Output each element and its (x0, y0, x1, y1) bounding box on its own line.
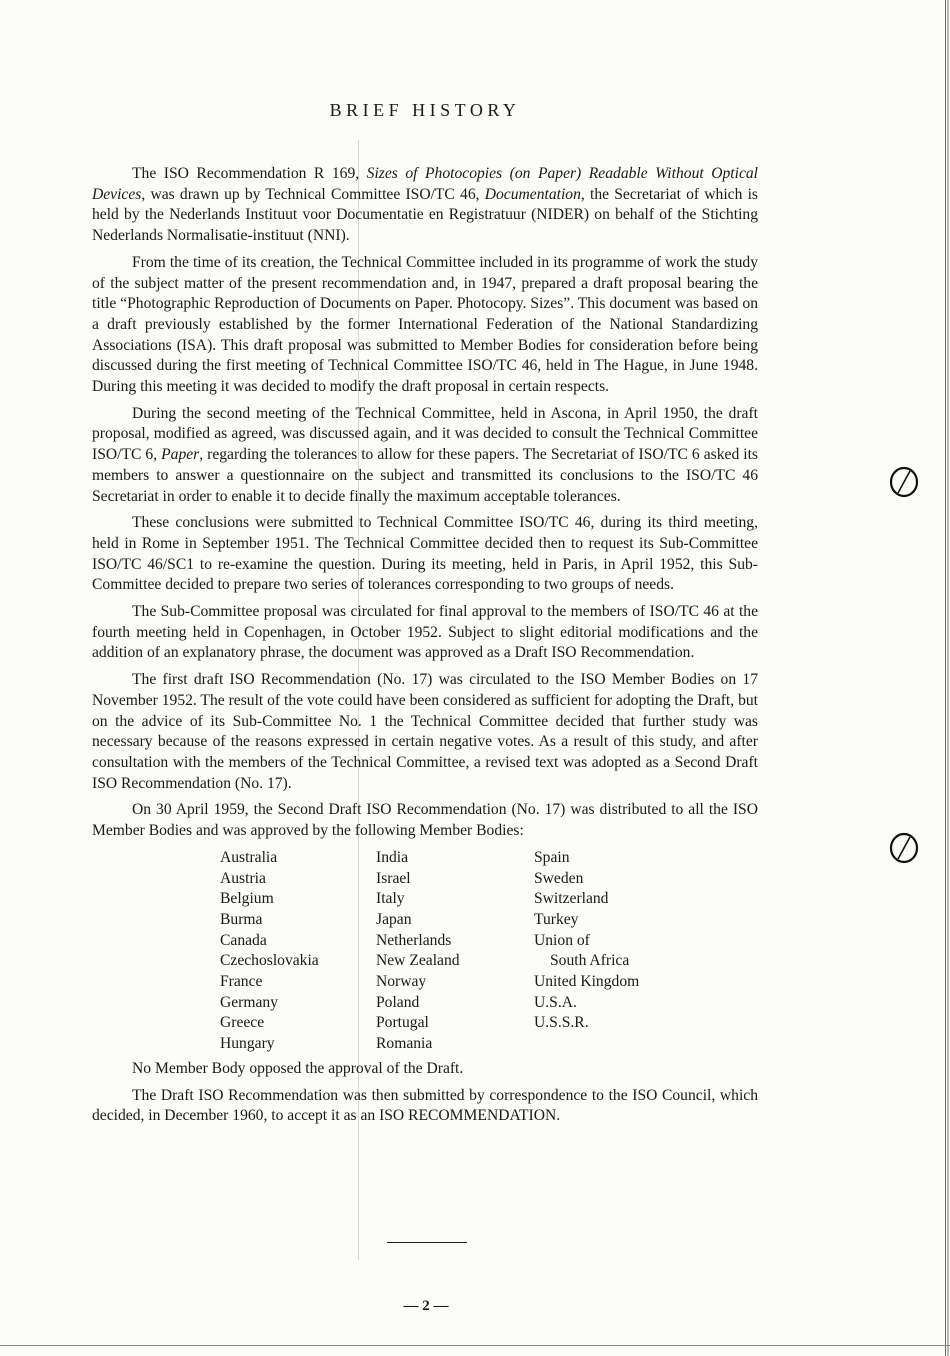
history-paragraph (92, 404, 758, 508)
history-paragraph (92, 513, 758, 596)
member-body-name: U.S.S.R. (534, 1014, 589, 1032)
member-bodies-column-1 (220, 848, 376, 1055)
member-body-name: Japan (376, 910, 412, 928)
paragraph-text: The first draft ISO Recommendation (No. 17) was circulated to the ISO Member Bodies on 17 November 1952. The result of the vote could have been considered as sufficient for adopting the Draft, but on the advice of its Sub-Committee No. 1 the Technical Committee decided that further study was necessary because of the reasons expressed in certain negative votes. As a result of this study, and after consultation with the members of the Technical Committee, a revised text was adopted as a Second Draft ISO Recommendation (No. 17). (92, 671, 758, 792)
history-paragraphs (92, 164, 758, 842)
member-bodies-column-2 (376, 848, 534, 1055)
punch-hole-icon (888, 832, 920, 864)
paragraph-text: , regarding the tolerances to allow for these papers. The Secretariat of ISO/TC 6 asked its members to answer a questionnaire on the subject and transmitted its conclusions to the ISO/TC 46 Secretariat in order to enable it to decide finally the maximum acceptable tolerances. (92, 446, 758, 505)
page-title: BRIEF HISTORY (329, 100, 521, 120)
member-body-name: Austria (220, 869, 266, 887)
paragraph-text: , was drawn up by Technical Committee ISO/TC 46, (141, 185, 485, 203)
page-number: — 2 — (403, 1298, 449, 1314)
member-body-name: India (376, 848, 409, 866)
punch-hole-icon (888, 466, 920, 498)
member-body-name: Australia (220, 848, 278, 866)
member-body-name: Switzerland (534, 890, 609, 908)
member-bodies-column-3 (534, 848, 694, 1055)
italic-title-text: Sizes of Photocopies (on Paper) Readable Without Optical Devices (92, 165, 758, 203)
member-body-name: Belgium (220, 890, 274, 908)
member-body-name: Burma (220, 910, 263, 928)
history-paragraph (92, 670, 758, 794)
member-body-name: Canada (220, 931, 267, 949)
member-body-name: Netherlands (376, 931, 452, 949)
closing-paragraph: No Member Body opposed the approval of the Draft. (132, 1059, 464, 1077)
member-body-name: Greece (220, 1014, 265, 1032)
paragraph-text: The ISO Recommendation R 169, (132, 165, 367, 182)
member-body-name: Germany (220, 993, 279, 1011)
member-body-name: Sweden (534, 869, 584, 887)
member-body-name: Italy (376, 890, 405, 908)
italic-title-text: Paper (161, 446, 200, 464)
member-body-name: Portugal (376, 1014, 429, 1032)
history-paragraph (92, 164, 758, 247)
paragraph-text: On 30 April 1959, the Second Draft ISO Recommendation (No. 17) was distributed to all the ISO Member Bodies and was approved by the following Member Bodies: (92, 801, 758, 840)
member-body-name: Hungary (220, 1035, 275, 1053)
member-body-name: South Africa (550, 952, 630, 970)
end-rule (387, 1242, 467, 1243)
paragraph-text: These conclusions were submitted to Technical Committee ISO/TC 46, during its third meeting, held in Rome in September 1951. The Technical Committee decided then to request its Sub-Committee ISO/TC 46/SC1 to re-examine the question. During its meeting, held in Paris, in April 1952, this Sub-Committee decided to prepare two series of tolerances corresponding to two groups of needs. (92, 514, 758, 594)
member-body-name: Israel (376, 869, 411, 887)
member-body-name: New Zealand (376, 952, 460, 970)
member-body-name: Czechoslovakia (220, 952, 319, 970)
paragraph-text: The Sub-Committee proposal was circulated for final approval to the members of ISO/TC 46 at the fourth meeting held in Copenhagen, in October 1952. Subject to slight editorial modifications and the addition of an explanatory phrase, the document was approved as a Draft ISO Recommendation. (92, 603, 758, 662)
history-paragraph (92, 800, 758, 841)
member-body-name: Romania (376, 1035, 433, 1053)
italic-title-text: Documentation (484, 185, 581, 203)
body-text (92, 164, 758, 1133)
bottom-scan-line (0, 1345, 950, 1346)
member-body-name: Spain (534, 848, 570, 866)
paragraph-text: From the time of its creation, the Technical Committee included in its programme of work the study of the subject matter of the present recommendation and, in 1947, prepared a draft proposal bearing the title “Photographic Reproduction of Documents on Paper. Photocopy. Sizes”. This document was based on a draft previously established by the former International Federation of the National Standardizing Associations (ISA). This draft proposal was submitted to Member Bodies for consideration before being discussed during the first meeting of Technical Committee ISO/TC 46, held in The Hague, in June 1948. During this meeting it was decided to modify the draft proposal in certain respects. (92, 253, 758, 396)
member-body-name: United Kingdom (534, 973, 640, 991)
binding-line (945, 0, 946, 1356)
scan-edge (947, 0, 949, 1356)
member-body-name: Norway (376, 973, 427, 991)
paragraph-text: , the Secretariat of which is held by the Nederlands Instituut voor Documentatie en Registratuur (NIDER) on behalf of the Stichting Nederlands Normalisatie-instituut (NNI). (92, 185, 758, 245)
member-body-name: Union of (534, 931, 590, 949)
member-body-name: France (220, 973, 263, 991)
closing-paragraph: The Draft ISO Recommendation was then submitted by correspondence to the ISO Council, which decided, in December 1960, to accept it as an ISO RECOMMENDATION. (92, 1086, 758, 1125)
history-paragraph (92, 602, 758, 664)
member-body-name: Poland (376, 993, 420, 1011)
history-paragraph (92, 253, 758, 398)
paragraph-text: During the second meeting of the Technical Committee, held in Ascona, in April 1950, the draft proposal, modified as agreed, was discussed again, and it was decided to consult the Technical Committee ISO/TC 6, (92, 404, 758, 464)
member-body-name: U.S.A. (534, 993, 577, 1011)
member-body-name: Turkey (534, 910, 579, 928)
member-bodies-list (220, 848, 758, 1055)
